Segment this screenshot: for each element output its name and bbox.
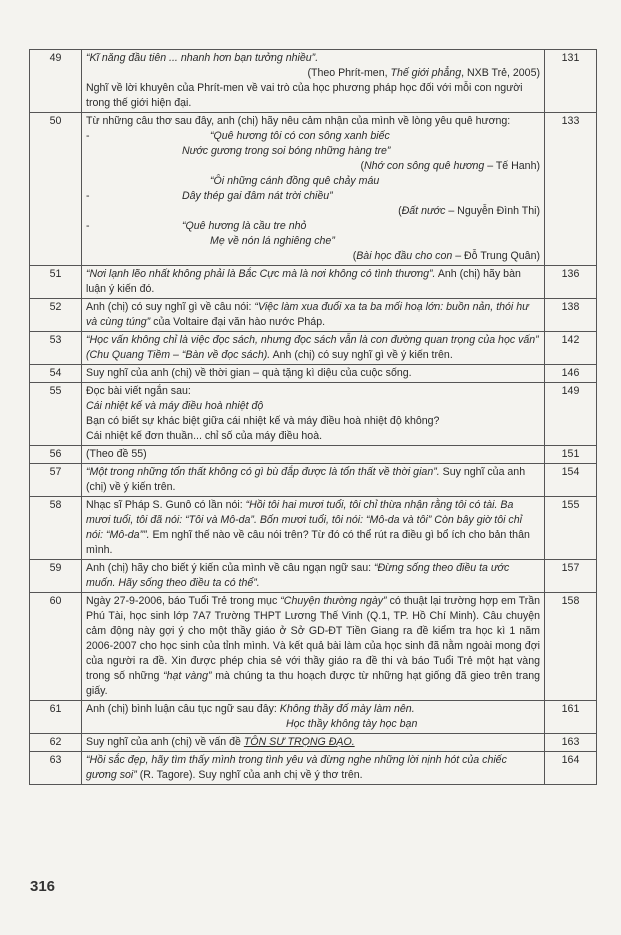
topic-number: 54 — [30, 365, 82, 383]
page-ref: 163 — [545, 734, 597, 752]
table-row — [30, 497, 597, 560]
page-ref: 151 — [545, 446, 597, 464]
topic-number: 49 — [30, 50, 82, 113]
topic-number: 63 — [30, 752, 82, 785]
topic-number: 57 — [30, 464, 82, 497]
index-page — [29, 49, 596, 785]
page-ref: 158 — [545, 593, 597, 701]
table-row — [30, 266, 597, 299]
table-row — [30, 50, 597, 113]
page-ref: 161 — [545, 701, 597, 734]
page-ref: 142 — [545, 332, 597, 365]
page-ref: 131 — [545, 50, 597, 113]
topic-number: 61 — [30, 701, 82, 734]
topic-text: Nhạc sĩ Pháp S. Gunô có lần nói: “Hồi tôi hai mươi tuổi, tôi chỉ thừa nhận rằng tôi có tài. Ba mươi tuổi, tôi đã nói: “Tôi và Mô-da”. Bốn mươi tuổi, tôi nói: “Mô-da và tôi” Còn bây giờ tôi chỉ nói: “Mô-da””. Em nghĩ thế nào về câu nói trên? Từ đó có thể rút ra điều gì bổ ích cho bản thân mình. — [82, 497, 545, 560]
topic-text: “Một trong những tổn thất không có gì bù đắp được là tổn thất về thời gian”. Suy nghĩ của anh (chị) về ý kiến trên. — [82, 464, 545, 497]
topic-number: 51 — [30, 266, 82, 299]
topic-text: Anh (chị) bình luận câu tục ngữ sau đây: Không thầy đố mày làm nên. Học thầy không tày học bạn — [82, 701, 545, 734]
topic-number: 60 — [30, 593, 82, 701]
topic-number: 50 — [30, 113, 82, 266]
topic-number: 58 — [30, 497, 82, 560]
topic-text: Đọc bài viết ngắn sau: Cái nhiệt kế và máy điều hoà nhiệt độ Bạn có biết sự khác biệt giữa cái nhiệt kế và máy điều hoà nhiệt độ không? Cái nhiệt kế đơn thuần... chỉ số của máy điều hoà. — [82, 383, 545, 446]
topic-text: “Học vấn không chỉ là việc đọc sách, nhưng đọc sách vẫn là con đường quan trọng của học vấn” (Chu Quang Tiềm – “Bàn về đọc sách). Anh (chị) có suy nghĩ gì về ý kiến trên. — [82, 332, 545, 365]
topic-number: 53 — [30, 332, 82, 365]
table-row — [30, 560, 597, 593]
page-ref: 149 — [545, 383, 597, 446]
topic-text: Từ những câu thơ sau đây, anh (chị) hãy nêu cảm nhận của mình về lòng yêu quê hương: - “Quê hương tôi có con sông xanh biếc Nước gương trong soi bóng những hàng tre” (Nhớ con sông quê hương – Tế Hanh) “Ôi những cánh đồng quê chảy máu - Dây thép gai đâm nát trời chiều” (Đất nước – Nguyễn Đình Thi) - “Quê hương là cầu tre nhỏ Mẹ về nón lá nghiêng che” (Bài học đầu cho con – Đỗ Trung Quân) — [82, 113, 545, 266]
table-row — [30, 365, 597, 383]
topic-index-table — [29, 49, 597, 785]
topic-text: “Kĩ năng đầu tiên ... nhanh hơn bạn tưởng nhiều”. (Theo Phrít-men, Thế giới phẳng, NXB Trẻ, 2005) Nghĩ về lời khuyên của Phrít-men về vai trò của học phương pháp học đối với mỗi con người trong thế giới hiện đại. — [82, 50, 545, 113]
table-row — [30, 752, 597, 785]
topic-text: Anh (chị) hãy cho biết ý kiến của mình về câu ngạn ngữ sau: “Đừng sống theo điều ta ước muốn. Hãy sống theo điều ta có thể”. — [82, 560, 545, 593]
topic-text: Suy nghĩ của anh (chị) về vấn đề TÔN SƯ TRỌNG ĐẠO. — [82, 734, 545, 752]
topic-text: “Hồi sắc đẹp, hãy tìm thấy mình trong tình yêu và đừng nghe những lời nịnh hót của chiếc gương soi” (R. Tagore). Suy nghĩ của anh chị về ý thơ trên. — [82, 752, 545, 785]
table-row — [30, 734, 597, 752]
page-ref: 164 — [545, 752, 597, 785]
topic-number: 62 — [30, 734, 82, 752]
topic-number: 55 — [30, 383, 82, 446]
topic-text: (Theo đề 55) — [82, 446, 545, 464]
table-row — [30, 446, 597, 464]
topic-number: 59 — [30, 560, 82, 593]
page-ref: 154 — [545, 464, 597, 497]
table-row — [30, 593, 597, 701]
topic-number: 56 — [30, 446, 82, 464]
page-ref: 136 — [545, 266, 597, 299]
page-ref: 138 — [545, 299, 597, 332]
table-row — [30, 701, 597, 734]
page-ref: 146 — [545, 365, 597, 383]
page-ref: 133 — [545, 113, 597, 266]
topic-text: Anh (chị) có suy nghĩ gì về câu nói: “Việc làm xua đuổi xa ta ba mối hoạ lớn: buồn nản, thói hư và cùng túng” của Voltaire đại văn hào nước Pháp. — [82, 299, 545, 332]
page-number: 316 — [30, 878, 56, 895]
table-row — [30, 332, 597, 365]
page-ref: 157 — [545, 560, 597, 593]
topic-text: “Nơi lạnh lẽo nhất không phải là Bắc Cực mà là nơi không có tình thương”. Anh (chị) hãy bàn luận ý kiến đó. — [82, 266, 545, 299]
topic-number: 52 — [30, 299, 82, 332]
topic-text: Suy nghĩ của anh (chị) về thời gian – quà tặng kì diệu của cuộc sống. — [82, 365, 545, 383]
topic-text: Ngày 27-9-2006, báo Tuổi Trẻ trong mục “Chuyện thường ngày” có thuật lại trường hợp em Trần Phú Tài, học sinh lớp 7A7 Trường THPT Lương Thế Vinh (Q.1, TP. Hồ Chí Minh). Câu chuyện cảm động này gợi ý cho một thầy giáo ở Sở GD-ĐT Tiền Giang ra đề kiểm tra học kì 1 năm 2006-2007 cho học sinh của tỉnh mình. Và kết quả bài làm của học sinh đã nằm ngoài mong đợi của người ra đề. Xin được phép chia sẻ với thầy giáo ra đề thi và báo Tuổi Trẻ một hạt vàng trong số những “hạt vàng” mà chúng ta thu hoạch được từ những hạt giống đã gieo trên trang giấy. — [82, 593, 545, 701]
table-row — [30, 383, 597, 446]
table-row — [30, 299, 597, 332]
table-row — [30, 113, 597, 266]
page-ref: 155 — [545, 497, 597, 560]
table-row — [30, 464, 597, 497]
